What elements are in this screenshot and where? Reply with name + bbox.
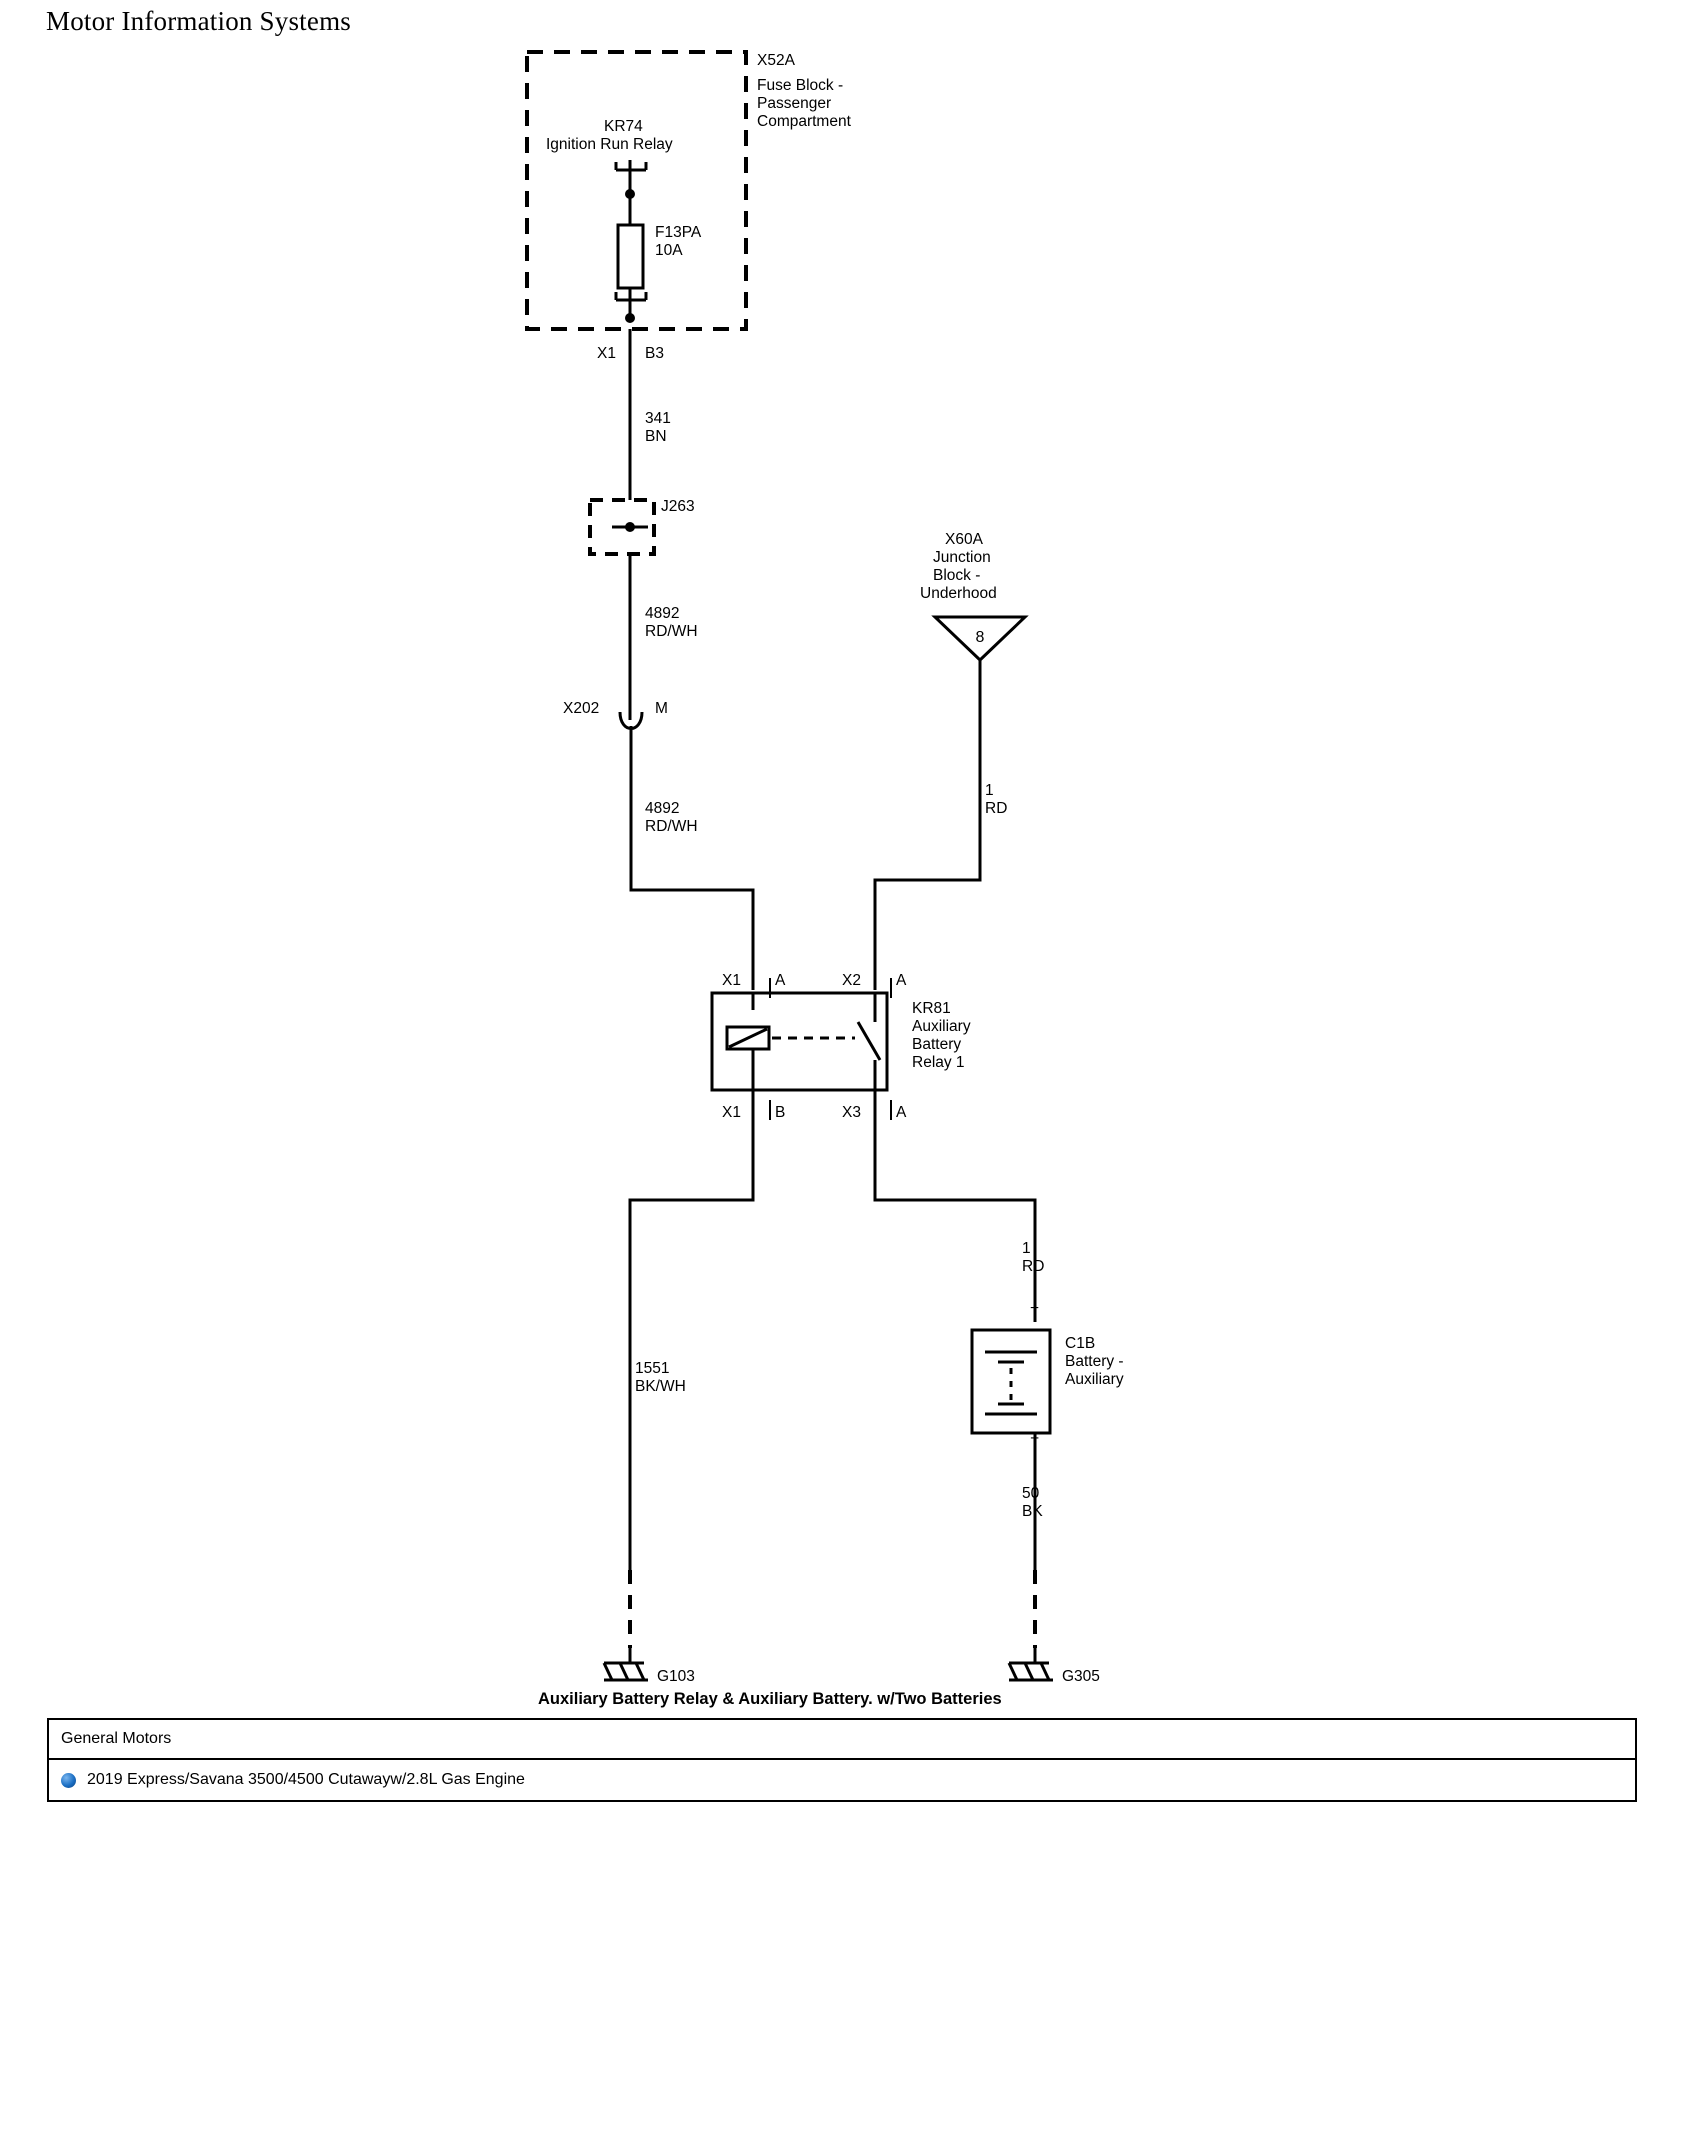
- footer-manufacturer-row: [49, 1720, 1635, 1760]
- relay-kr81-pin-x2a-conn: X2: [842, 972, 861, 989]
- wire-1-rd-upper: [875, 660, 980, 990]
- footer-box: [47, 1718, 1637, 1802]
- wire-1-color: RD/WH: [645, 623, 698, 640]
- battery-id: C1B: [1065, 1335, 1096, 1352]
- junction-block-name-line3: Underhood: [920, 585, 997, 602]
- relay-kr81-pin-x1a-conn: X1: [722, 972, 741, 989]
- wire-2-number: 4892: [645, 800, 680, 817]
- fuse-out-node-dot: [625, 313, 635, 323]
- wire-4892-lower: [631, 752, 753, 990]
- relay-kr74-name: Ignition Run Relay: [546, 136, 673, 153]
- wire-1-rd-lower: [875, 1090, 1035, 1322]
- relay-kr81-name-line2: Battery: [912, 1036, 962, 1053]
- relay-kr81-name-line3: Relay 1: [912, 1054, 965, 1071]
- footer-vehicle: 2019 Express/Savana 3500/4500 Cutawayw/2.8L Gas Engine: [87, 1771, 525, 1788]
- blue-dot-icon: [61, 1773, 76, 1788]
- wire-6-color: BK: [1022, 1503, 1043, 1520]
- footer-vehicle-row: [49, 1760, 1635, 1800]
- connector-x202-id: X202: [563, 700, 600, 717]
- junction-block-name-line1: Junction: [933, 549, 991, 566]
- wire-6-number: 50: [1022, 1485, 1040, 1502]
- wire-4-number: 1551: [635, 1360, 670, 1377]
- wire-1-number: 4892: [645, 605, 680, 622]
- relay-kr81-id: KR81: [912, 1000, 951, 1017]
- relay-kr74-id: KR74: [604, 118, 643, 135]
- splice-j263-id: J263: [661, 498, 695, 515]
- relay-kr81-pin-x3a-conn: X3: [842, 1104, 861, 1121]
- junction-block-id: X60A: [945, 531, 983, 548]
- fuse-block-name-line2: Passenger: [757, 95, 832, 112]
- diagram-caption: Auxiliary Battery Relay & Auxiliary Battery. w/Two Batteries: [538, 1690, 1002, 1708]
- fuse-rating: 10A: [655, 242, 683, 259]
- junction-block-page-ref: 8: [975, 629, 985, 646]
- wire-5-color: RD: [1022, 1258, 1045, 1275]
- ground-symbol-g305: [1009, 1648, 1053, 1680]
- wire-1551-bkwh: [630, 1090, 753, 1570]
- relay-kr81-pin-x1b-cav: B: [775, 1104, 786, 1121]
- junction-block-name-line2: Block -: [933, 567, 981, 584]
- wire-3-color: RD: [985, 800, 1008, 817]
- ground-symbol-g103: [604, 1648, 648, 1680]
- relay-kr81-coil-diagonal: [729, 1029, 767, 1047]
- wire-0-number: 341: [645, 410, 671, 427]
- wire-0-color: BN: [645, 428, 667, 445]
- footer-manufacturer: General Motors: [61, 1730, 172, 1747]
- relay-kr81-name-line1: Auxiliary: [912, 1018, 971, 1035]
- relay-kr81-pin-x1a-cav: A: [775, 972, 786, 989]
- ground-g103-label: G103: [657, 1668, 695, 1685]
- battery-name-line1: Battery -: [1065, 1353, 1124, 1370]
- wire-2-color: RD/WH: [645, 818, 698, 835]
- battery-negative-terminal: −: [1030, 1430, 1040, 1447]
- wire-5-number: 1: [1022, 1240, 1031, 1257]
- fuse-block-id: X52A: [757, 52, 795, 69]
- page-title: Motor Information Systems: [46, 6, 351, 36]
- relay-kr81-switch-arm: [858, 1022, 880, 1060]
- relay-kr81-pin-x3a-cav: A: [896, 1104, 907, 1121]
- fuse-block-name-line3: Compartment: [757, 113, 851, 130]
- connector-x202-cavity: M: [655, 700, 668, 717]
- fuse-id: F13PA: [655, 224, 702, 241]
- fuse-symbol: [618, 225, 643, 288]
- relay-kr81-pin-x2a-cav: A: [896, 972, 907, 989]
- fuse-block-cavity: B3: [645, 345, 664, 362]
- ground-g305-label: G305: [1062, 1668, 1100, 1685]
- battery-name-line2: Auxiliary: [1065, 1371, 1124, 1388]
- wire-4-color: BK/WH: [635, 1378, 686, 1395]
- fuse-block-connector: X1: [597, 345, 616, 362]
- fuse-block-name-line1: Fuse Block -: [757, 77, 844, 94]
- battery-positive-terminal: +: [1030, 1300, 1040, 1317]
- wire-3-number: 1: [985, 782, 994, 799]
- relay-kr81-pin-x1b-conn: X1: [722, 1104, 741, 1121]
